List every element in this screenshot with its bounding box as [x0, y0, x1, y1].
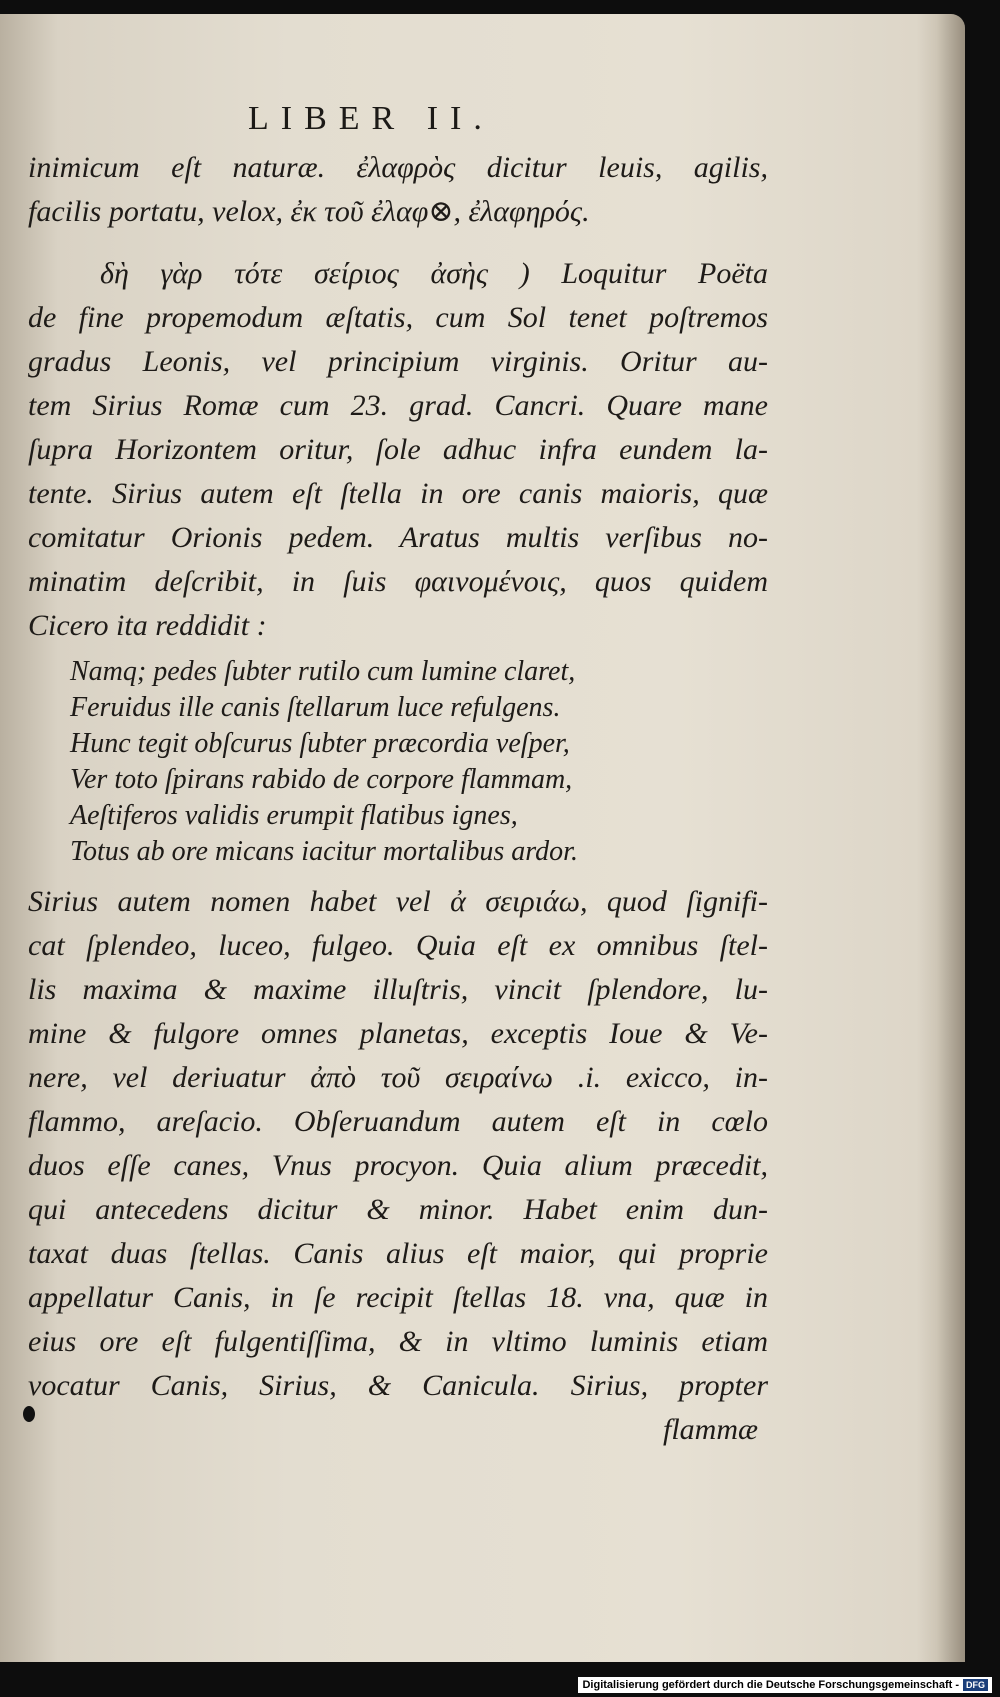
text-line: flammo, areſacio. Obſeruandum autem eſt in cœlo	[28, 1105, 768, 1138]
credit-text: Digitalisierung gefördert durch die Deutsche Forschungsgemeinschaft -	[582, 1679, 959, 1691]
text-line: cat ſplendeo, luceo, fulgeo. Quia eſt ex omnibus ſtel-	[28, 929, 768, 962]
text-line: duos eſſe canes, Vnus procyon. Quia alium præcedit,	[28, 1149, 768, 1182]
verse-line: Feruidus ille canis ſtellarum luce refulgens.	[70, 692, 561, 723]
text-line: qui antecedens dicitur & minor. Habet enim dun-	[28, 1193, 768, 1226]
running-head: LIBER II.	[248, 100, 494, 137]
text-line: δὴ γὰρ τότε σείριος ἀσὴς ) Loquitur Poëta	[100, 257, 768, 290]
verse-line: Totus ab ore micans iacitur mortalibus ardor.	[70, 836, 578, 867]
paragraph-2	[28, 252, 768, 648]
verse-quotation	[28, 654, 768, 870]
text-line: taxat duas ſtellas. Canis alius eſt maior, qui proprie	[28, 1237, 768, 1270]
text-line: minatim deſcribit, in ſuis φαινομένοις, quos quidem	[28, 565, 768, 598]
text-line: de fine propemodum æſtatis, cum Sol tenet poſtremos	[28, 301, 768, 334]
text-line: vocatur Canis, Sirius, & Canicula. Sirius, propter	[28, 1369, 768, 1402]
text-line: ſupra Horizontem oritur, ſole adhuc infra eundem la-	[28, 433, 768, 466]
text-line: Sirius autem nomen habet vel ἀ σειριάω, quod ſignifi-	[28, 885, 768, 918]
text-line: facilis portatu, velox, ἐκ τοῦ ἐλαφ⊗, ἐλαφηρός.	[28, 195, 590, 228]
paragraph-3	[28, 880, 768, 1452]
verse-line: Namq; pedes ſubter rutilo cum lumine claret,	[70, 656, 576, 687]
text-line: Cicero ita reddidit :	[28, 609, 267, 642]
text-line: comitatur Orionis pedem. Aratus multis verſibus no-	[28, 521, 768, 554]
text-line: appellatur Canis, in ſe recipit ſtellas 18. vna, quæ in	[28, 1281, 768, 1314]
text-line: eius ore eſt fulgentiſſima, & in vltimo luminis etiam	[28, 1325, 768, 1358]
text-line: inimicum eſt naturæ. ἐλαφρὸς dicitur leuis, agilis,	[28, 151, 768, 184]
text-line: nere, vel deriuatur ἀπὸ τοῦ σειραίνω .i. exicco, in-	[28, 1061, 768, 1094]
text-line: lis maxima & maxime illuſtris, vincit ſplendore, lu-	[28, 973, 768, 1006]
text-line: tente. Sirius autem eſt ſtella in ore canis maioris, quæ	[28, 477, 768, 510]
dfg-logo-icon: DFG	[963, 1679, 988, 1691]
verse-line: Aeſtiferos validis erumpit flatibus ignes,	[70, 800, 518, 831]
page-text	[28, 146, 768, 1452]
text-line: gradus Leonis, vel principium virginis. Oritur au-	[28, 345, 768, 378]
text-line: mine & fulgore omnes planetas, exceptis Ioue & Ve-	[28, 1017, 768, 1050]
ink-spot	[23, 1406, 35, 1422]
verse-line: Ver toto ſpirans rabido de corpore flammam,	[70, 764, 573, 795]
paragraph-1	[28, 146, 768, 234]
catchword: flammæ	[662, 1413, 758, 1446]
verse-line: Hunc tegit obſcurus ſubter præcordia veſper,	[70, 728, 570, 759]
text-line: tem Sirius Romæ cum 23. grad. Cancri. Quare mane	[28, 389, 768, 422]
digitization-credit	[578, 1677, 992, 1693]
book-page	[0, 14, 965, 1662]
